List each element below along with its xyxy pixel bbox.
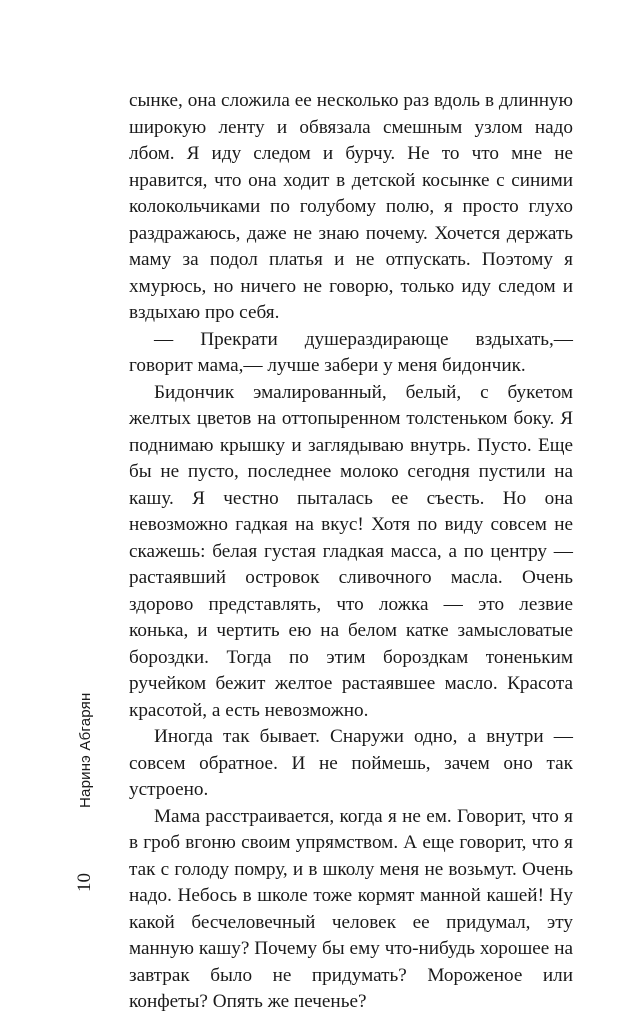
paragraph-4: Иногда так бывает. Снаружи одно, а внутри — совсем обратное. И не поймешь, зачем оно так устроено. [129,726,573,800]
running-header [74,693,96,892]
page-number: 10 [74,873,95,892]
paragraph-3: Бидончик эмалированный, белый, с букетом желтых цветов на оттопыренном толстеньком боку. Я поднимаю крышку и заглядываю внутрь. Пусто. Еще бы не пусто, последнее молоко сегодня пустили на кашу. Я честно пыталась ее съесть. Но она невозможно гадкая на вкус! Хотя по виду совсем не скажешь: белая густая гладкая масса, а по центру — растаявший островок сливочного масла. Очень здорово представлять, что ложка — это лезвие конька, и чертить ею на белом катке замысловатые бороздки. Тогда по этим бороздкам тоненьким ручейком бежит желтое растаявшее масло. Красота красотой, а есть невозможно. [129,381,573,721]
paragraph-5: Мама расстраивается, когда я не ем. Говорит, что я в гроб вгоню своим упрямством. А еще говорит, что я так с голоду помру, и в школу меня не возьмут. Очень надо. Небось в школе тоже кормят манной кашей! Ну какой бесчеловечный человек ее придумал, эту манную кашу? Почему бы ему что-нибудь хорошее на завтрак было не придумать? Мороженое или конфеты? Опять же печенье? [129,805,573,1012]
author-name: Наринэ Абгарян [77,692,94,808]
paragraph-2: — Прекрати душераздирающе вздыхать,— говорит мама,— лучше забери у меня бидончик. [129,328,573,376]
paragraph-1: сынке, она сложила ее несколько раз вдоль в длинную широкую ленту и обвязала смешным узлом надо лбом. Я иду следом и бурчу. Не то что мне не нравится, что она ходит в детской косынке с синими колокольчиками по голубому полю, я просто глухо раздражаюсь, даже не знаю почему. Хочется держать маму за подол платья и не отпускать. Поэтому я хмурюсь, но ничего не говорю, только иду следом и вздыхаю про себя. [129,90,573,323]
body-text [129,88,573,1016]
